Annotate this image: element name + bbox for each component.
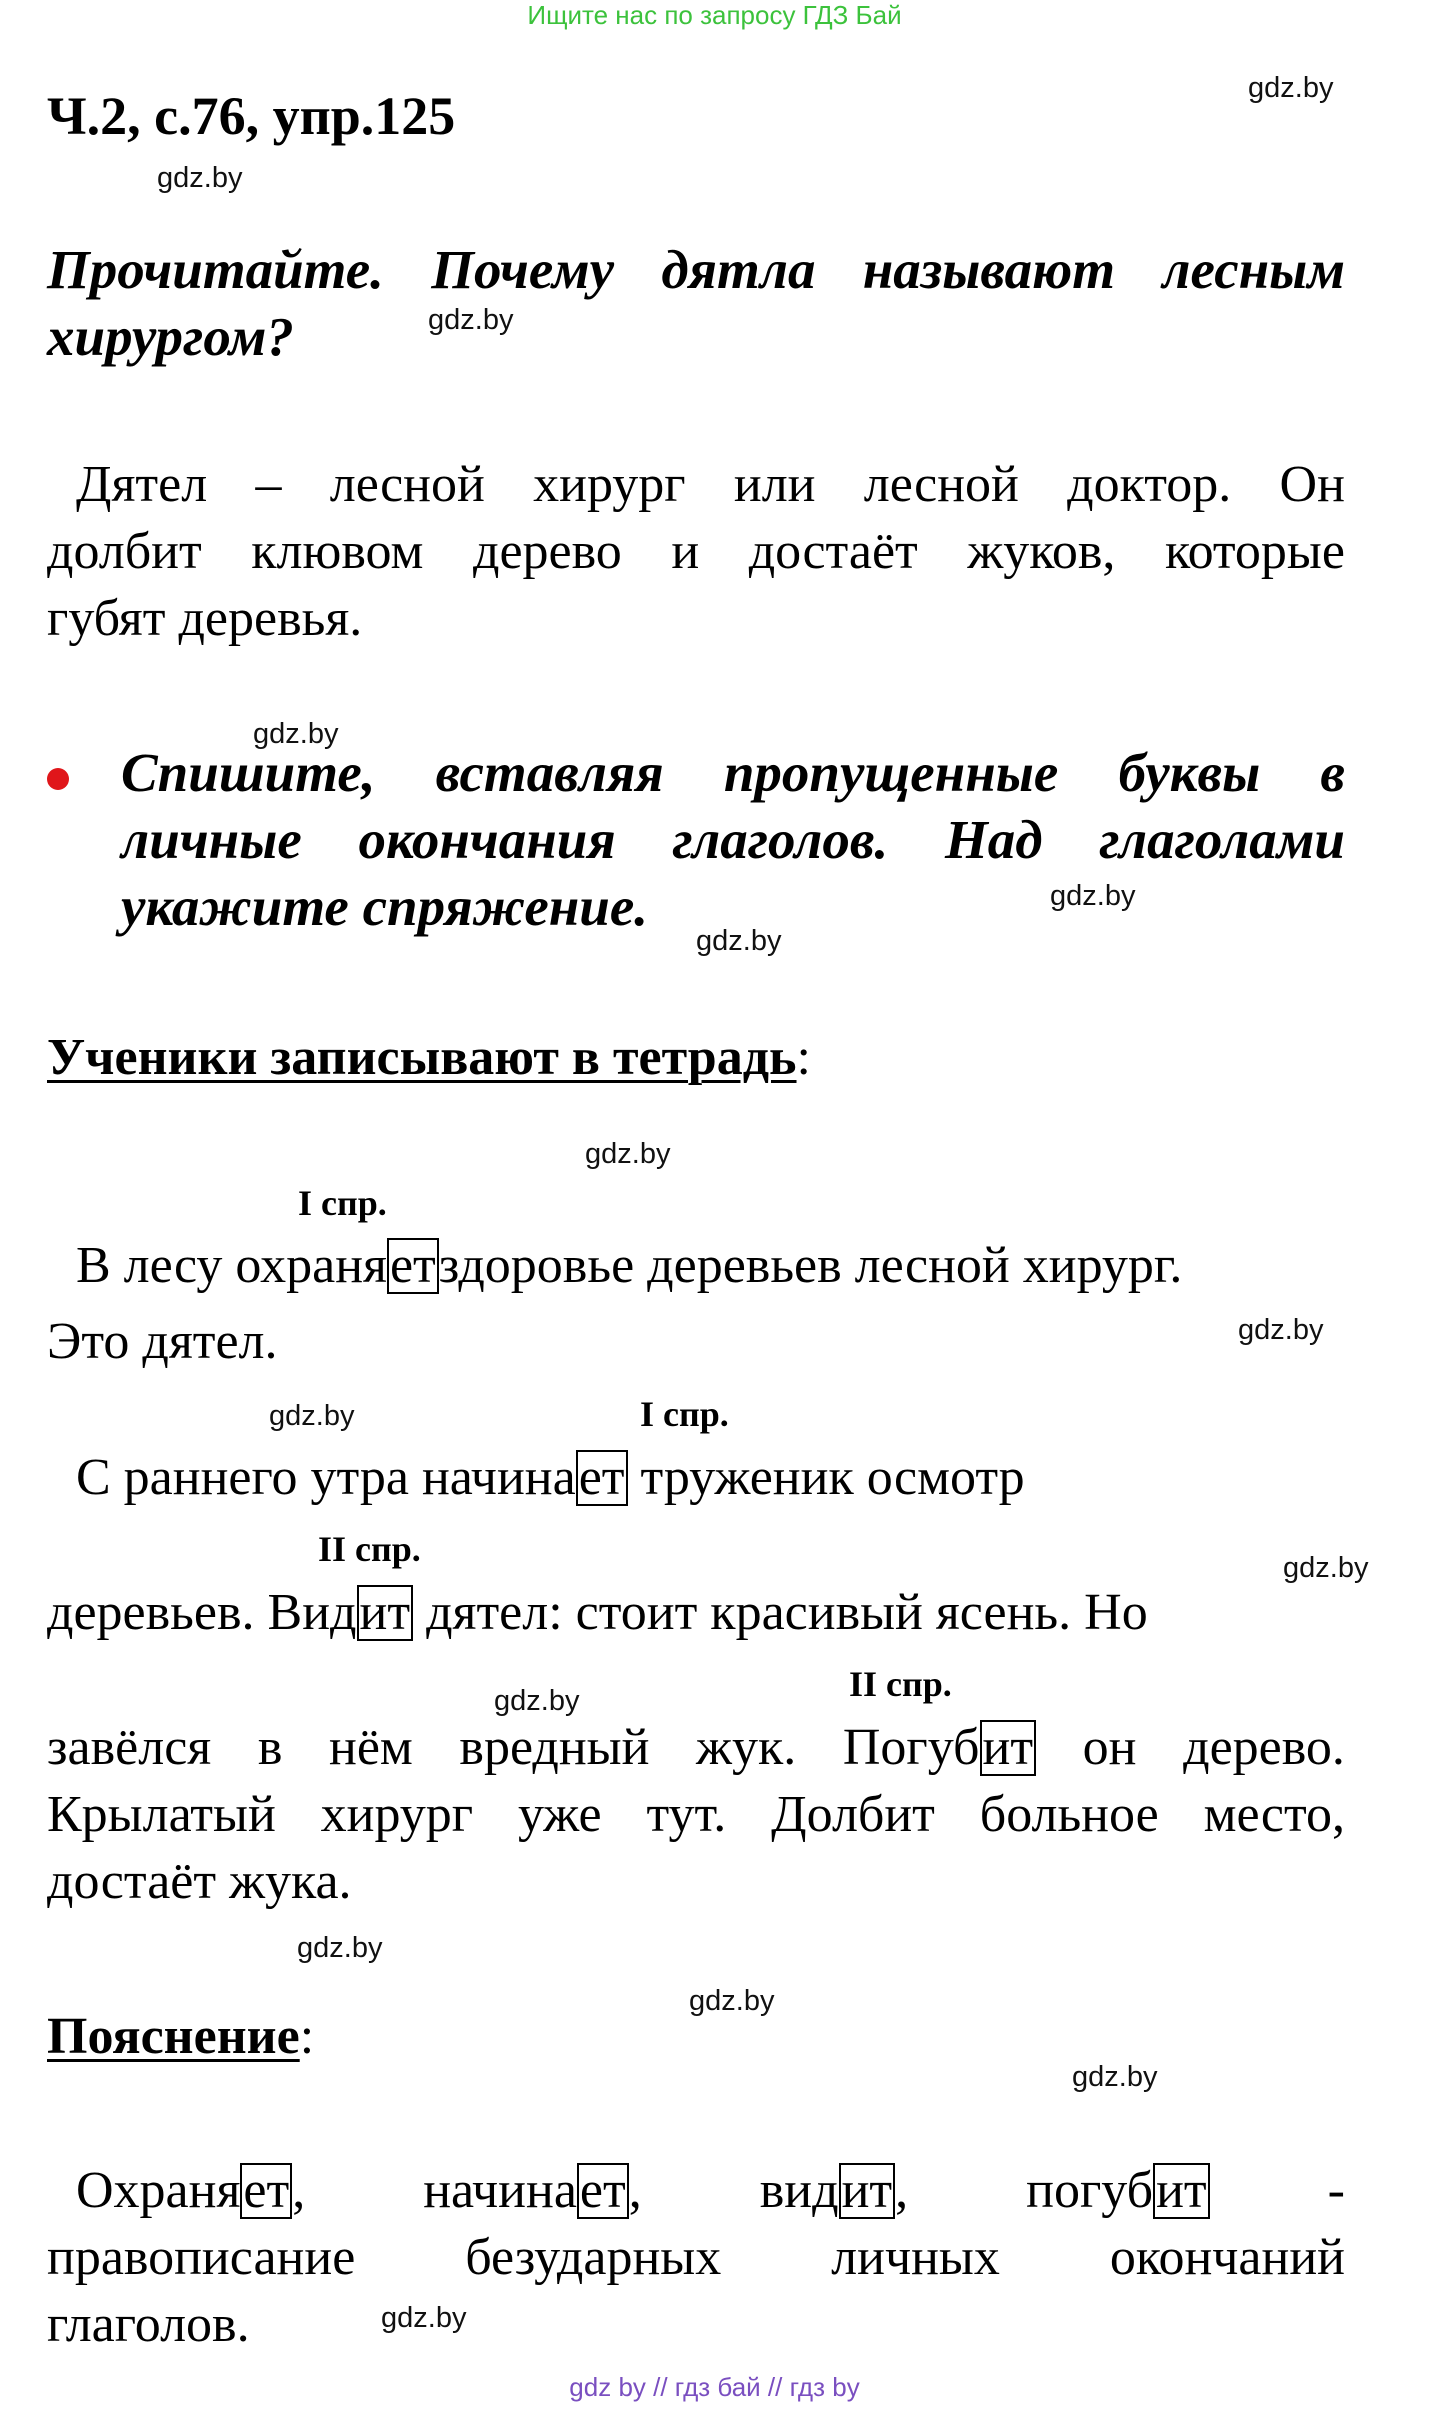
watermark: gdz.by [494, 1685, 580, 1717]
text2-line2: Это дятел. [47, 1313, 278, 1370]
page-title: Ч.2, с.76, упр.125 [47, 86, 456, 146]
word: долбит [47, 523, 202, 580]
section-title: Ученики записывают в тетрадь [47, 1029, 797, 1086]
text2-line4 [47, 1583, 1148, 1642]
word: хирург [533, 456, 686, 513]
text-fragment: вид [759, 2162, 839, 2219]
watermark: gdz.by [428, 304, 514, 336]
ending-box: ет [577, 2163, 629, 2219]
word: в [1320, 742, 1345, 803]
ending-box: ет [240, 2163, 292, 2219]
section-heading-explanation [47, 2007, 314, 2066]
text-fragment: начина [423, 2162, 577, 2219]
text3-line3: глаголов. [47, 2296, 250, 2353]
text2-line6 [47, 1785, 1345, 1844]
section-colon: : [796, 1029, 811, 1086]
watermark: gdz.by [297, 1932, 383, 1964]
watermark: gdz.by [1072, 2061, 1158, 2093]
word: лесной [329, 456, 485, 513]
ending-box: ит [839, 2163, 896, 2219]
conjugation-label: II спр. [849, 1664, 952, 1704]
word-with-ending [843, 1718, 1036, 1777]
word-with-ending [423, 2161, 642, 2220]
word: клювом [251, 523, 424, 580]
text-fragment: Погуб [842, 1719, 980, 1776]
watermark: gdz.by [696, 925, 782, 957]
text-fragment: здоровье деревьев лесной хирург. [438, 1237, 1183, 1294]
word: Он [1279, 456, 1345, 513]
text-fragment: труженик осмотр [627, 1449, 1025, 1506]
word: Прочитайте. [47, 239, 384, 300]
watermark: gdz.by [1238, 1314, 1324, 1346]
watermark: gdz.by [381, 2302, 467, 2334]
word: личные [121, 809, 302, 870]
task1-line2: хирургом? [47, 306, 294, 367]
ending-box: ит [1153, 2163, 1210, 2219]
text-fragment: , [895, 2162, 909, 2219]
word: он [1082, 1719, 1137, 1776]
word: правописание [47, 2229, 356, 2286]
watermark: gdz.by [1283, 1552, 1369, 1584]
watermark: gdz.by [585, 1138, 671, 1170]
section-title: Пояснение [47, 2008, 300, 2065]
word: которые [1164, 523, 1345, 580]
word: лесной [863, 456, 1019, 513]
text-fragment: погуб [1026, 2162, 1154, 2219]
word: Дятел [76, 456, 208, 513]
word: личных [831, 2229, 1000, 2286]
conjugation-label: I спр. [298, 1183, 387, 1223]
text2-line7: достаёт жука. [47, 1853, 352, 1910]
text2-line5 [47, 1718, 1345, 1777]
text-fragment: Охраня [76, 2162, 241, 2219]
word: завёлся [47, 1719, 212, 1776]
word: доктор. [1067, 456, 1232, 513]
text-fragment: С раннего утра начина [76, 1449, 576, 1506]
word: или [733, 456, 816, 513]
word: лесным [1162, 239, 1345, 300]
word-with-ending [76, 2161, 305, 2220]
text-fragment: деревьев. Вид [47, 1584, 357, 1641]
word: вставляя [435, 742, 664, 803]
word: жуков, [967, 523, 1116, 580]
word: называют [862, 239, 1116, 300]
text1-line1 [76, 455, 1345, 514]
word: безударных [465, 2229, 722, 2286]
section-colon: : [299, 2008, 315, 2065]
word: окончаний [1109, 2229, 1345, 2286]
watermark: gdz.by [253, 718, 339, 750]
word-with-ending [1026, 2161, 1210, 2220]
section-heading-notebook [47, 1028, 811, 1087]
ending-box: ит [980, 1720, 1037, 1776]
ending-box: ет [576, 1450, 628, 1506]
word: хирург [320, 1786, 474, 1843]
word: дятла [661, 239, 816, 300]
word: тут. [646, 1786, 727, 1843]
word: нём [328, 1719, 413, 1776]
ending-box: ит [357, 1585, 414, 1641]
watermark: gdz.by [157, 162, 243, 194]
text2-line1 [76, 1236, 1182, 1295]
dash: - [1327, 2162, 1345, 2219]
word: глаголами [1099, 809, 1345, 870]
conjugation-label: II спр. [318, 1529, 421, 1569]
word: место, [1203, 1786, 1345, 1843]
text-fragment: В лесу охраня [76, 1237, 387, 1294]
watermark: gdz.by [1050, 880, 1136, 912]
word: дерево [472, 523, 622, 580]
text-fragment: дятел: стоит красивый ясень. Но [413, 1584, 1148, 1641]
text-fragment: , [628, 2162, 642, 2219]
bottom-banner: gdz by // гдз бай // гдз by [569, 2372, 860, 2402]
task2-line2 [121, 808, 1345, 871]
word: Почему [431, 239, 615, 300]
watermark: gdz.by [1248, 72, 1334, 104]
task1-line1 [47, 238, 1345, 301]
text1-line2 [47, 522, 1345, 581]
ending-box: ет [387, 1238, 439, 1294]
word: окончания [358, 809, 616, 870]
task2-line1 [121, 741, 1345, 804]
text1-line3: губят деревья. [47, 590, 363, 647]
bullet-icon [47, 768, 69, 790]
word: Крылатый [47, 1786, 276, 1843]
word: достаёт [748, 523, 918, 580]
text-fragment: , [292, 2162, 306, 2219]
word: уже [517, 1786, 602, 1843]
watermark: gdz.by [689, 1985, 775, 2017]
top-banner: Ищите нас по запросу ГДЗ Бай [527, 0, 902, 30]
word: больное [979, 1786, 1159, 1843]
word: глаголов. [672, 809, 889, 870]
word: – [255, 456, 282, 513]
text3-line1 [76, 2161, 1345, 2220]
word: жук. [696, 1719, 797, 1776]
task2-line3: укажите спряжение. [121, 876, 649, 937]
conjugation-label: I спр. [640, 1394, 729, 1434]
text3-line2 [47, 2228, 1345, 2287]
word: и [671, 523, 700, 580]
word-with-ending [760, 2161, 908, 2220]
word: дерево. [1183, 1719, 1345, 1776]
word: пропущенные [723, 742, 1059, 803]
word: Над [944, 809, 1043, 870]
word: вредный [459, 1719, 650, 1776]
word: Спишите, [121, 742, 376, 803]
word: в [257, 1719, 283, 1776]
word: Долбит [771, 1786, 935, 1843]
text2-line3 [76, 1448, 1025, 1507]
word: буквы [1118, 742, 1261, 803]
watermark: gdz.by [269, 1400, 355, 1432]
